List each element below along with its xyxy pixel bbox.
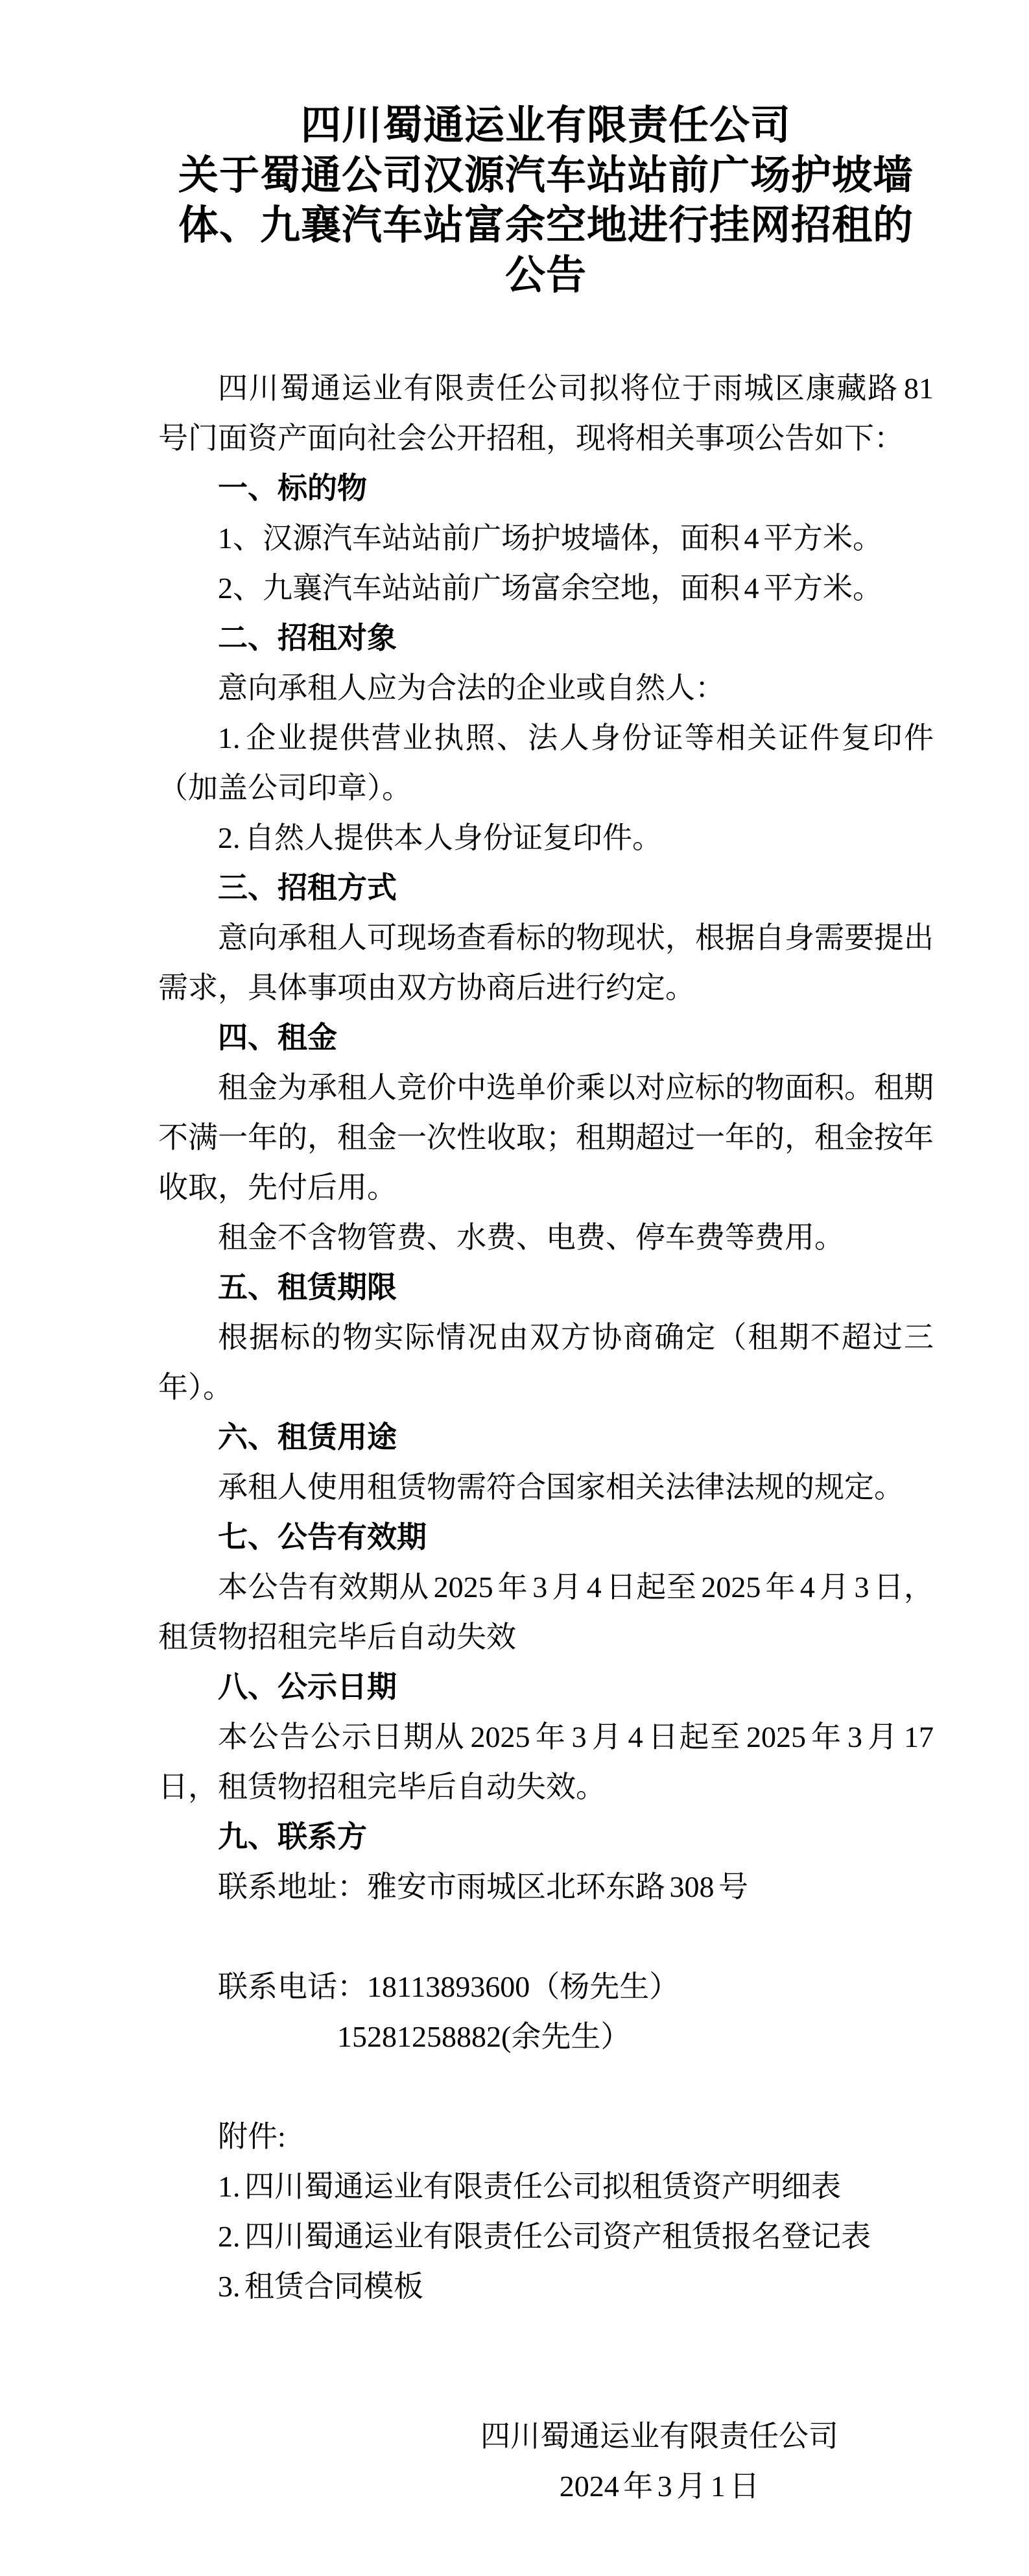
paragraph: 附件: [218,2120,286,2153]
blank-line [158,1912,934,1962]
document-title [158,101,934,300]
signature-company: 四川蜀通运业有限责任公司 [480,2420,838,2453]
paragraph: 四川蜀通运业有限责任公司拟将位于雨城区康藏路 81 号门面资产面向社会公开招租，现将相关事项公告如下： [158,372,934,455]
section-heading: 八、公示日期 [218,1670,397,1703]
section-heading: 一、标的物 [218,471,367,505]
paragraph: 3. 租赁合同模板 [218,2270,423,2303]
paragraph: 15281258882(余先生） [337,2020,631,2053]
blank-line [158,2062,934,2112]
paragraph: 根据标的物实际情况由双方协商确定（租期不超过三年）。 [158,1321,934,1404]
section-heading: 七、公告有效期 [218,1520,427,1554]
paragraph: 2、九襄汽车站站前广场富余空地，面积 4 平方米。 [218,572,882,605]
paragraph: 意向承租人应为合法的企业或自然人： [218,671,725,704]
title-line: 公告 [504,253,587,298]
paragraph: 1. 企业提供营业执照、法人身份证等相关证件复印件（加盖公司印章）。 [158,721,934,804]
paragraph: 1、汉源汽车站站前广场护坡墙体，面积 4 平方米。 [218,522,882,555]
paragraphs [158,363,934,2411]
paragraph: 2. 四川蜀通运业有限责任公司资产租赁报名登记表 [218,2220,871,2253]
section-heading: 二、招租对象 [218,621,397,655]
title-line: 关于蜀通公司汉源汽车站站前广场护坡墙 [178,153,914,198]
paragraph: 2. 自然人提供本人身份证复印件。 [218,821,662,854]
signature-block [158,2411,934,2511]
paragraph: 承租人使用租赁物需符合国家相关法律法规的规定。 [218,1471,904,1504]
title-line: 四川蜀通运业有限责任公司 [300,103,791,148]
section-heading: 九、联系方 [218,1820,367,1853]
section-heading: 五、租赁期限 [218,1270,397,1304]
title-line: 体、九襄汽车站富余空地进行挂网招租的 [178,203,914,248]
section-heading: 四、租金 [218,1020,337,1054]
paragraph: 本公告公示日期从 2025 年 3 月 4 日起至 2025 年 3 月 17 日，租赁物招租完毕后自动失效。 [158,1720,934,1803]
section-heading: 三、招租方式 [218,871,397,904]
paragraph: 意向承租人可现场查看标的物现状，根据自身需要提出需求，具体事项由双方协商后进行约定。 [158,921,934,1004]
paragraph: 联系地址：雅安市雨城区北环东路 308 号 [218,1870,748,1903]
blank-line [158,2311,934,2361]
section-heading: 六、租赁用途 [218,1420,397,1454]
paragraph: 1. 四川蜀通运业有限责任公司拟租赁资产明细表 [218,2170,841,2203]
paragraph: 租金不含物管费、水费、电费、停车费等费用。 [218,1221,844,1254]
signature-date: 2024 年 3 月 1 日 [559,2470,760,2503]
paragraph: 联系电话：18113893600（杨先生） [218,1970,680,2003]
paragraph: 本公告有效期从 2025 年 3 月 4 日起至 2025 年 4 月 3 日，租赁物招租完毕后自动失效 [158,1571,934,1654]
paragraph: 租金为承租人竞价中选单价乘以对应标的物面积。租期不满一年的，租金一次性收取；租期超过一年的，租金按年收取，先付后用。 [158,1071,934,1204]
blank-line [158,2361,934,2411]
